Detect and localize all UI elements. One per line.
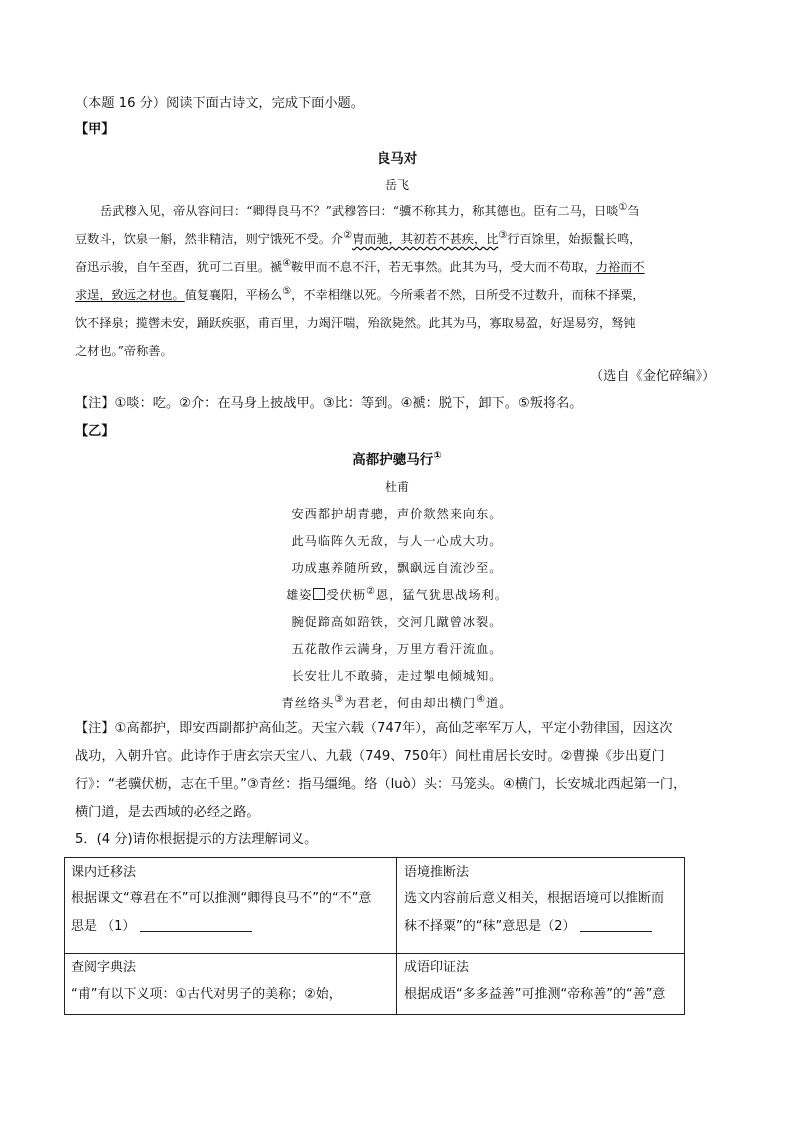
note-b-line-1: 【注】①高都护，即安西副都护高仙芝。天宝六载（747年），高仙芝率军万人，平定小勃律国，因这次 (75, 721, 673, 736)
wavy-underlined-phrase: 胄而驰，其初若不甚疾，比 (352, 232, 499, 246)
question-intro: （本题 16 分）阅读下面古诗文，完成下面小题。 (75, 96, 364, 111)
note-a: 【注】①啖：吃。②介：在马身上披战甲。③比：等到。④褫：脱下，卸下。⑤叛将名。 (75, 396, 583, 411)
text-a-line-1: 岳武穆入见，帝从容问曰：“卿得良马不？”武穆答曰：“骥不称其力，称其德也。臣有二马，日啖①刍 (100, 201, 640, 218)
poem-line-2: 此马临阵久无敌，与人一心成大功。 (291, 534, 503, 548)
note-b-line-2: 战功，入朝升官。此诗作于唐玄宗天宝八、九载（749、750年）间杜甫居长安时。②曹操《步出夏门 (75, 749, 665, 764)
cell-1-line-2: 思是 （1） (71, 914, 252, 940)
cell-4-line-1: 根据成语“多多益善”可推测“帝称善”的“善”意 (404, 987, 666, 1002)
poem-line-5: 腕促蹄高如踣铁，交河几蹴曾冰裂。 (291, 615, 503, 629)
text-a-source: （选自《金佗碎编》） (590, 369, 716, 384)
cell-4-heading: 成语印证法 (404, 960, 470, 975)
text-a-line-5: 饮不择泉；揽辔未安，踊跃疾驱，甫百里，力竭汗喘，殆欲毙然。此其为马，寡取易盈，好逞易穷，驽钝 (75, 316, 636, 330)
text-a-title: 良马对 (376, 151, 418, 167)
table-divider-horizontal (65, 953, 684, 954)
cell-2-line-2: 秣不择粟”的“秣”意思是（2） (404, 914, 652, 940)
poem-line-6: 五花散作云满身，万里方看汗流血。 (291, 642, 503, 656)
section-a-label: 【甲】 (75, 122, 115, 137)
poem-line-1: 安西都护胡青骢，声价欻然来向东。 (291, 507, 503, 521)
underlined-phrase-1: 力裕而不 (595, 260, 645, 274)
answer-blank-1[interactable] (140, 917, 252, 932)
cell-2-heading: 语境推断法 (404, 865, 470, 880)
missing-character-box (313, 588, 325, 600)
note-b-line-4: 横门道，是去西域的必经之路。 (75, 805, 260, 820)
section-b-label: 【乙】 (75, 424, 115, 439)
answer-blank-2[interactable] (580, 917, 652, 932)
note-b-line-3: 行》：“老骥伏枥，志在千里。”③青丝：指马缰绳。络（luò）头：马笼头。④横门，长安城北西起第一门， (75, 777, 687, 792)
text-a-line-2: 豆数斗，饮泉一斛，然非精洁，则宁饿死不受。介②胄而驰，其初若不甚疾，比③行百馀里，始振鬣长鸣， (75, 229, 642, 246)
poem-line-8: 青丝络头③为君老，何由却出横门④道。 (281, 693, 513, 710)
poem-line-3: 功成惠养随所致，飘飖远自流沙至。 (291, 561, 503, 575)
cell-2-line-1: 选文内容前后意义相关，根据语境可以推断而 (404, 891, 665, 906)
text-a-author: 岳飞 (384, 178, 409, 192)
question-5: 5．(4 分)请你根据提示的方法理解词义。 (75, 832, 318, 847)
table-divider-vertical (396, 858, 397, 1014)
cell-3-line-1: “甫”有以下义项：①古代对男子的美称；②始， (71, 987, 342, 1002)
underlined-phrase-2: 求逞，致远之材也。 (75, 288, 185, 302)
cell-1-heading: 课内迁移法 (71, 865, 137, 880)
cell-3-heading: 查阅字典法 (71, 960, 137, 975)
method-table (64, 857, 685, 1015)
text-b-title: 高都护骢马行① (352, 450, 442, 468)
text-a-line-4: 求逞，致远之材也。值复襄阳，平杨么⑤，不幸相继以死。今所乘者不然，日所受不过数升，而秣不择粟， (75, 285, 645, 302)
text-b-author: 杜甫 (384, 480, 409, 494)
poem-line-4: 雄姿 受伏枥②恩，猛气犹思战场利。 (286, 585, 508, 602)
cell-1-line-1: 根据课文“尊君在不”可以推测“卿得良马不”的“不”意 (71, 891, 372, 906)
text-a-line-6: 之材也。”帝称善。 (75, 344, 173, 358)
poem-line-7: 长安壮儿不敢骑，走过掣电倾城知。 (291, 669, 503, 683)
text-a-line-3: 奋迅示骏，自午至酉，犹可二百里。褫④鞍甲而不息不汗，若无事然。此其为马，受大而不苟取，力裕而不 (75, 257, 645, 274)
